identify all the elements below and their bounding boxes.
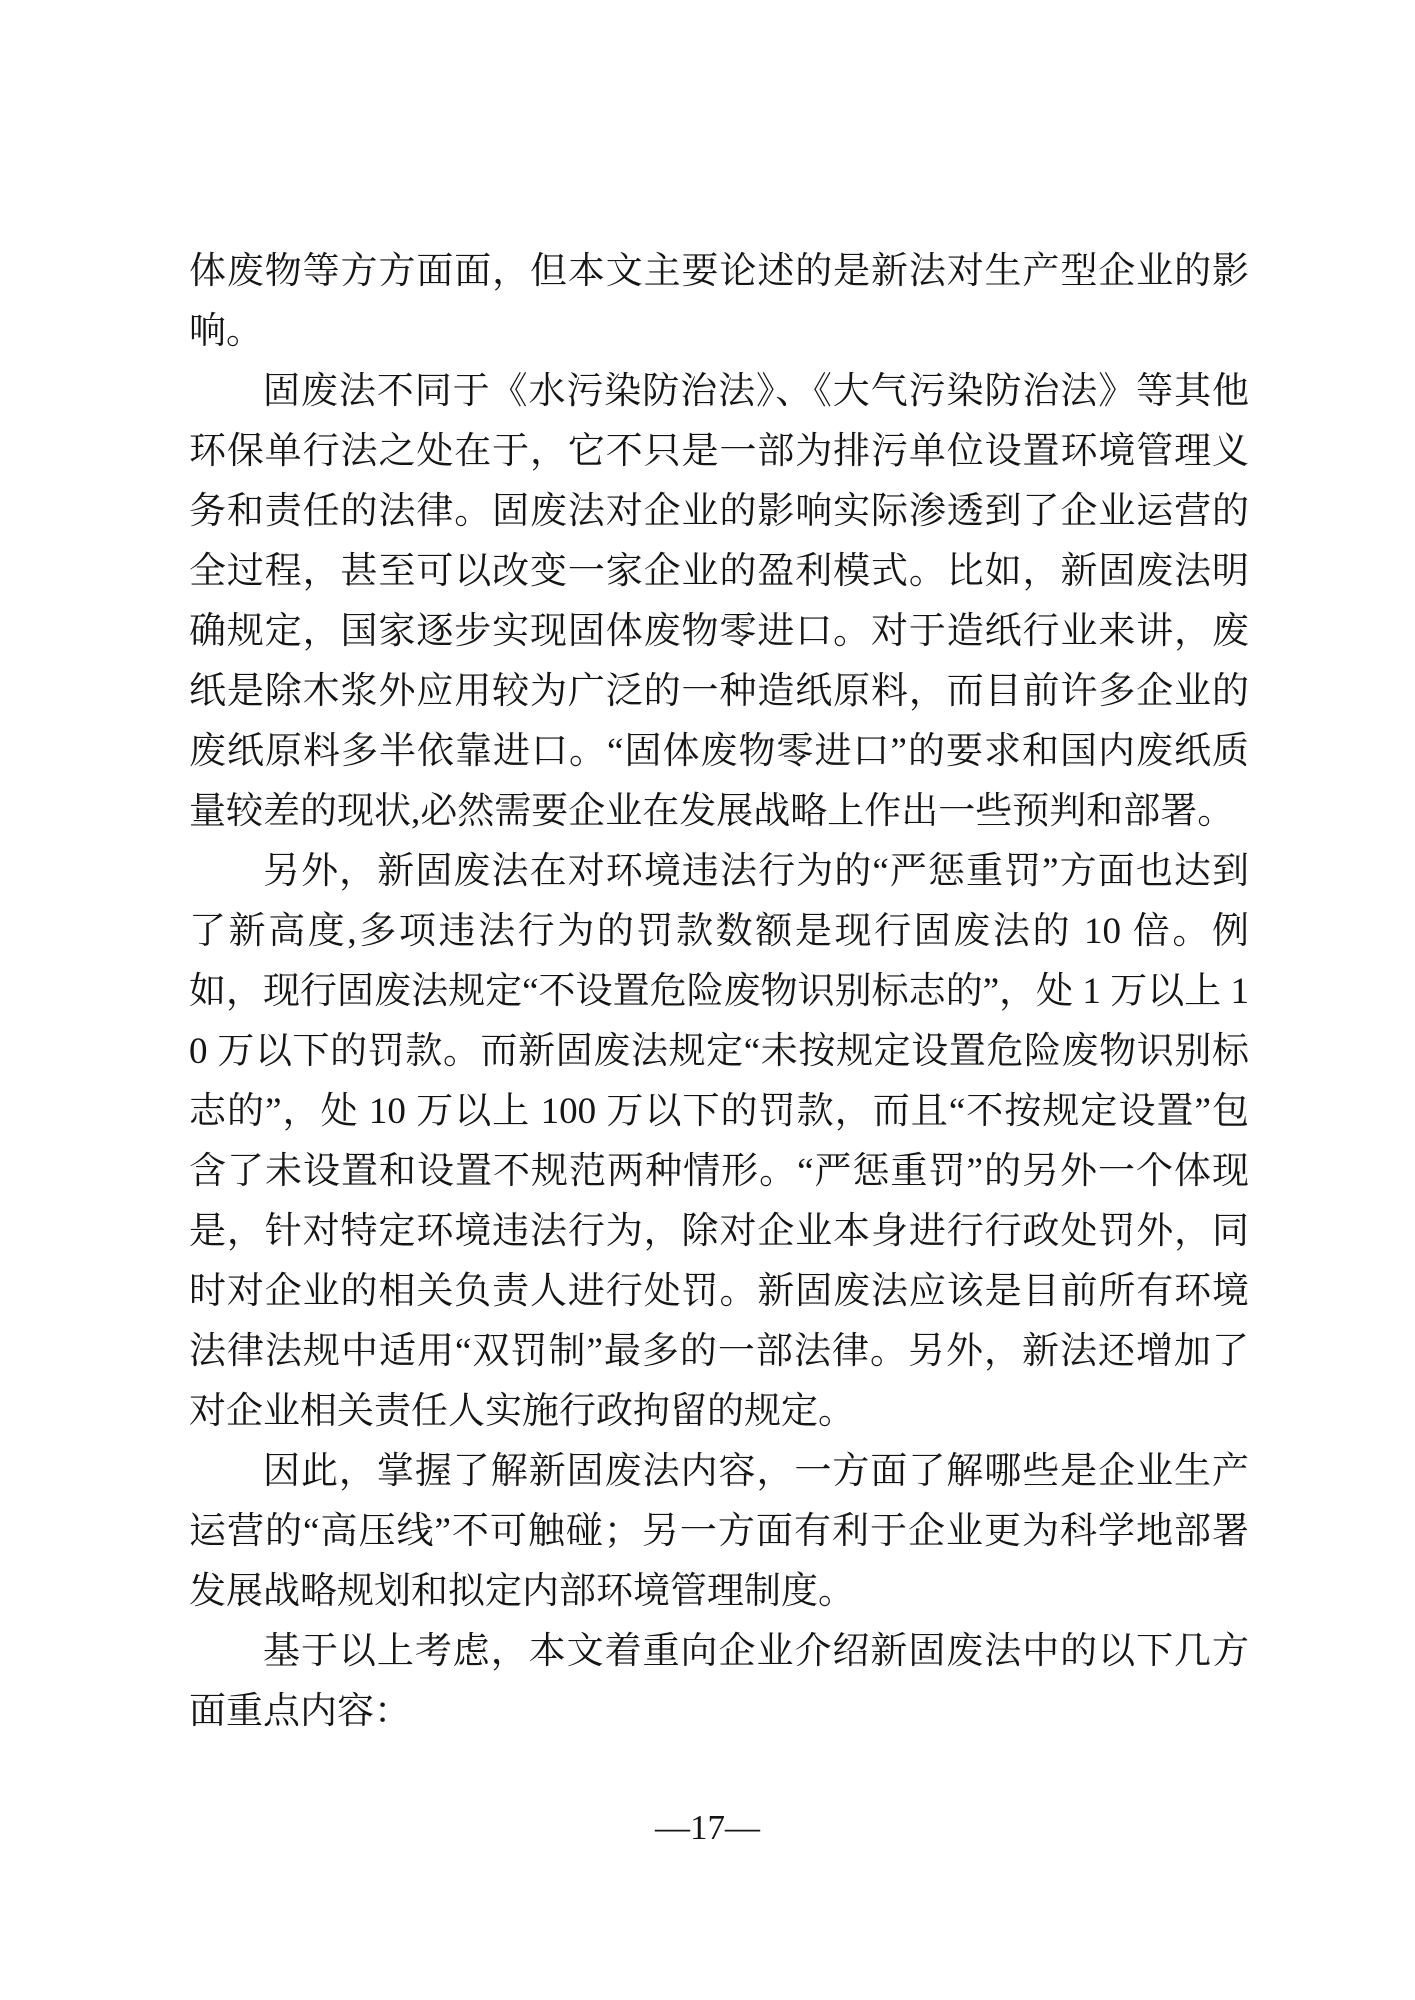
body-paragraph: 基于以上考虑，本文着重向企业介绍新固废法中的以下几方面重点内容： <box>189 1631 1249 1732</box>
body-paragraph: 体废物等方方面面，但本文主要论述的是新法对生产型企业的影响。 <box>189 251 1249 352</box>
body-paragraph: 固废法不同于《水污染防治法》、《大气污染防治法》等其他环保单行法之处在于，它不只是一部为排污单位设置环境管理义务和责任的法律。固废法对企业的影响实际渗透到了企业运营的全过程，甚至可以改变一家企业的盈利模式。比如，新固废法明确规定，国家逐步实现固体废物零进口。对于造纸行业来讲，废纸是除木浆外应用较为广泛的一种造纸原料，而目前许多企业的废纸原料多半依靠进口。“固体废物零进口”的要求和国内废纸质量较差的现状,必然需要企业在发展战略上作出一些预判和部署。 <box>189 371 1249 832</box>
document-body <box>189 242 1249 1742</box>
body-paragraph: 因此，掌握了解新固废法内容，一方面了解哪些是企业生产运营的“高压线”不可触碰；另一方面有利于企业更为科学地部署发展战略规划和拟定内部环境管理制度。 <box>189 1451 1249 1612</box>
page-number: —17— <box>655 1808 760 1847</box>
body-paragraph: 另外，新固废法在对环境违法行为的“严惩重罚”方面也达到了新高度,多项违法行为的罚款数额是现行固废法的 10 倍。例如，现行固废法规定“不设置危险废物识别标志的”，处 1 万以上 10 万以下的罚款。而新固废法规定“未按规定设置危险废物识别标志的”，处 10 万以上 100 万以下的罚款，而且“不按规定设置”包含了未设置和设置不规范两种情形。“严惩重罚”的另外一个体现是，针对特定环境违法行为，除对企业本身进行行政处罚外，同时对企业的相关负责人进行处罚。新固废法应该是目前所有环境法律法规中适用“双罚制”最多的一部法律。另外，新法还增加了对企业相关责任人实施行政拘留的规定。 <box>189 851 1249 1432</box>
